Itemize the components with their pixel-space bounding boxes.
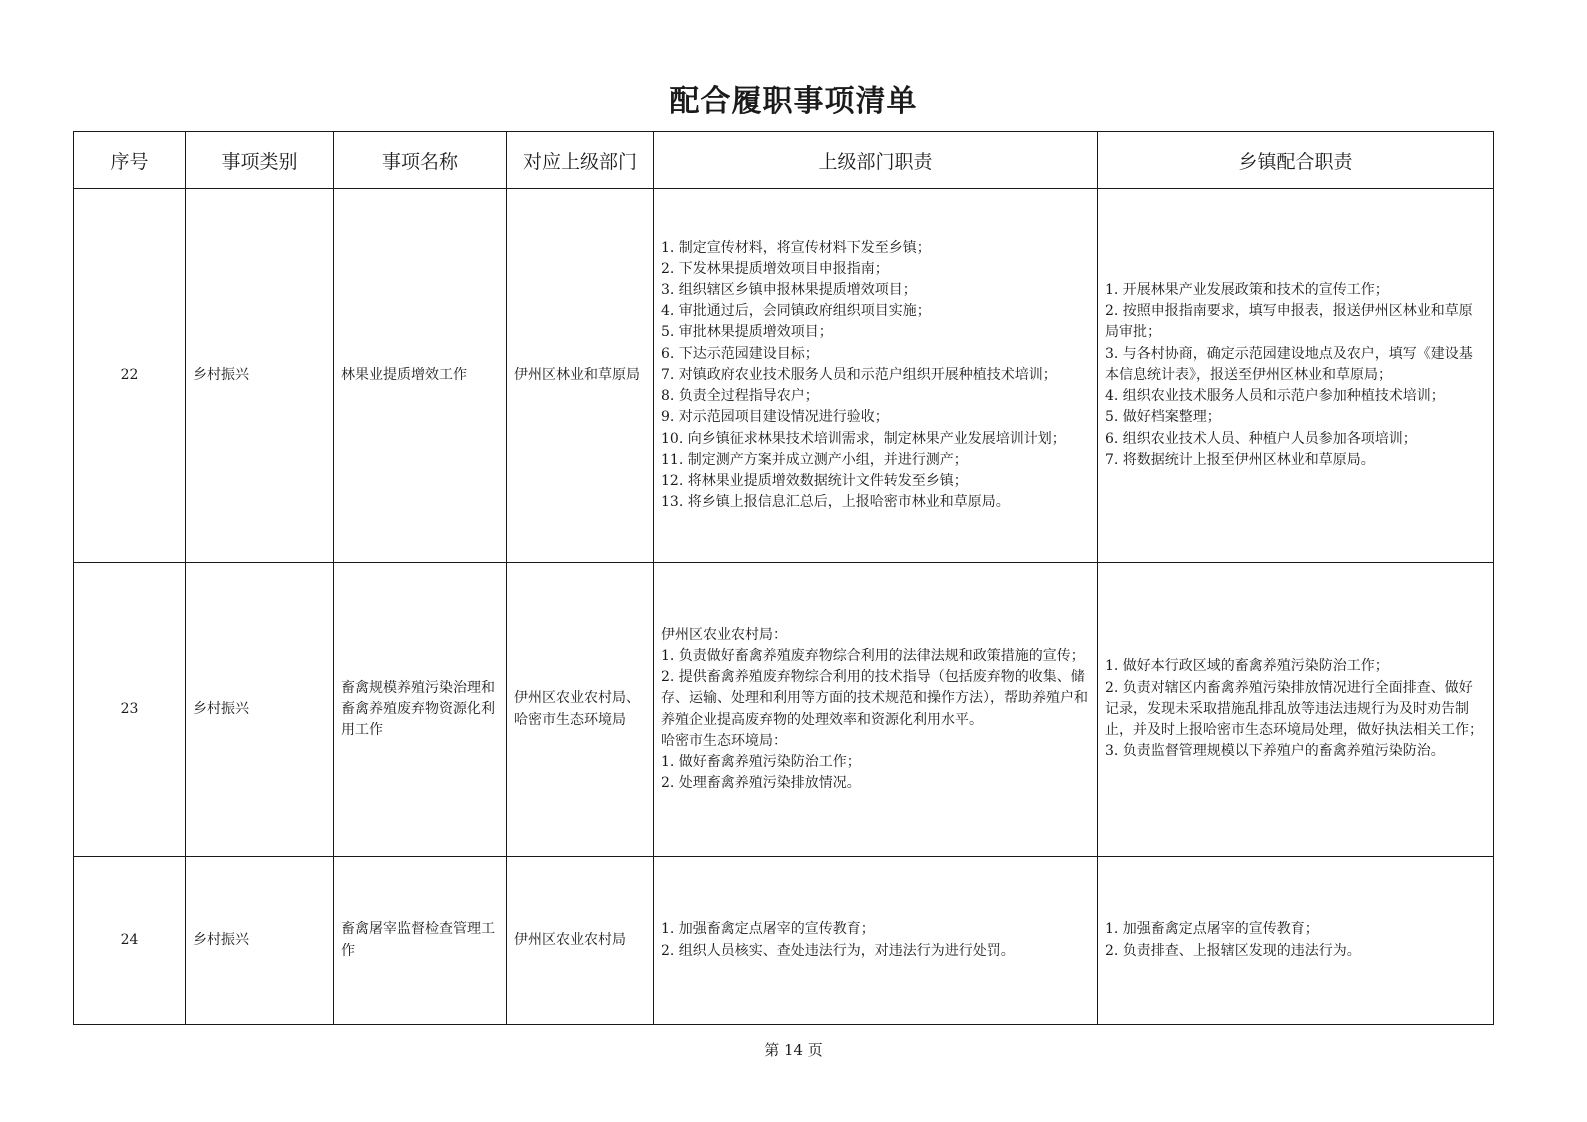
row-item-name: 畜禽屠宰监督检查管理工作 bbox=[334, 857, 507, 1025]
superior-duties-list bbox=[661, 238, 1090, 514]
table-row bbox=[74, 857, 1494, 1025]
row-serial-number: 22 bbox=[74, 189, 186, 563]
duty-line: 1. 制定宣传材料，将宣传材料下发至乡镇； bbox=[661, 239, 931, 256]
township-duties-list bbox=[1105, 656, 1486, 762]
duty-line: 1. 加强畜禽定点屠宰的宣传教育； bbox=[661, 921, 875, 938]
page-number: 第 14 页 bbox=[764, 1041, 823, 1059]
duty-line: 8. 负责全过程指导农户； bbox=[661, 388, 819, 405]
duty-line: 3. 负责监督管理规模以下养殖户的畜禽养殖污染防治。 bbox=[1105, 743, 1445, 760]
row-item-name: 畜禽规模养殖污染治理和畜禽养殖废弃物资源化利用工作 bbox=[334, 563, 507, 857]
duty-line: 1. 开展林果产业发展政策和技术的宣传工作； bbox=[1105, 282, 1389, 299]
row-township-duties bbox=[1098, 189, 1494, 563]
header-serial-number: 序号 bbox=[74, 132, 186, 189]
duty-line: 12. 将林果业提质增效数据统计文件转发至乡镇； bbox=[661, 472, 968, 489]
duty-line: 1. 加强畜禽定点屠宰的宣传教育； bbox=[1105, 921, 1319, 938]
duty-line: 2. 下发林果提质增效项目申报指南； bbox=[661, 260, 889, 277]
duty-line: 13. 将乡镇上报信息汇总后，上报哈密市林业和草原局。 bbox=[661, 494, 1010, 511]
duty-line: 2. 负责排查、上报辖区发现的违法行为。 bbox=[1105, 942, 1361, 959]
row-category: 乡村振兴 bbox=[186, 563, 334, 857]
table-row bbox=[74, 189, 1494, 563]
duty-line: 7. 将数据统计上报至伊州区林业和草原局。 bbox=[1105, 451, 1375, 468]
duty-line: 4. 组织农业技术服务人员和示范户参加种植技术培训； bbox=[1105, 388, 1445, 405]
row-item-name: 林果业提质增效工作 bbox=[334, 189, 507, 563]
row-department: 伊州区农业农村局、哈密市生态环境局 bbox=[507, 563, 654, 857]
duty-line: 6. 下达示范园建设目标； bbox=[661, 345, 819, 362]
row-category: 乡村振兴 bbox=[186, 857, 334, 1025]
duty-line: 伊州区农业农村局： bbox=[661, 626, 787, 643]
duty-line: 3. 组织辖区乡镇申报林果提质增效项目； bbox=[661, 282, 917, 299]
header-item-name: 事项名称 bbox=[334, 132, 507, 189]
duty-line: 1. 做好畜禽养殖污染防治工作； bbox=[661, 753, 861, 770]
superior-duties-list bbox=[661, 625, 1090, 795]
duty-line: 2. 按照申报指南要求，填写申报表，报送伊州区林业和草原局审批； bbox=[1105, 303, 1473, 341]
duty-line: 2. 负责对辖区内畜禽养殖污染排放情况进行全面排查、做好记录，发现未采取措施乱排乱放等违法违规行为及时劝告制止，并及时上报哈密市生态环境局处理，做好执法相关工作； bbox=[1105, 679, 1483, 739]
duty-line: 4. 审批通过后，会同镇政府组织项目实施； bbox=[661, 303, 931, 320]
duty-line: 6. 组织农业技术人员、种植户人员参加各项培训； bbox=[1105, 430, 1417, 447]
duty-line: 2. 处理畜禽养殖污染排放情况。 bbox=[661, 775, 861, 792]
duty-line: 2. 组织人员核实、查处违法行为，对违法行为进行处罚。 bbox=[661, 942, 1015, 959]
duty-line: 1. 负责做好畜禽养殖废弃物综合利用的法律法规和政策措施的宣传； bbox=[661, 647, 1085, 664]
row-department: 伊州区林业和草原局 bbox=[507, 189, 654, 563]
duty-line: 10. 向乡镇征求林果技术培训需求，制定林果产业发展培训计划； bbox=[661, 430, 1066, 447]
row-township-duties bbox=[1098, 857, 1494, 1025]
duty-line: 5. 审批林果提质增效项目； bbox=[661, 324, 833, 341]
header-superior-duties: 上级部门职责 bbox=[654, 132, 1098, 189]
document-title: 配合履职事项清单 bbox=[669, 84, 918, 119]
row-department: 伊州区农业农村局 bbox=[507, 857, 654, 1025]
township-duties-list bbox=[1105, 280, 1486, 471]
row-serial-number: 23 bbox=[74, 563, 186, 857]
duty-table bbox=[73, 131, 1494, 1025]
duty-line: 9. 对示范园项目建设情况进行验收； bbox=[661, 409, 889, 426]
row-superior-duties bbox=[654, 857, 1098, 1025]
duty-line: 1. 做好本行政区域的畜禽养殖污染防治工作； bbox=[1105, 658, 1389, 675]
duty-line: 7. 对镇政府农业技术服务人员和示范户组织开展种植技术培训； bbox=[661, 366, 1057, 383]
township-duties-list bbox=[1105, 919, 1486, 961]
duty-line: 哈密市生态环境局： bbox=[661, 732, 787, 749]
table-header-row bbox=[74, 132, 1494, 189]
row-category: 乡村振兴 bbox=[186, 189, 334, 563]
duty-line: 5. 做好档案整理； bbox=[1105, 409, 1221, 426]
table-row bbox=[74, 563, 1494, 857]
row-superior-duties bbox=[654, 563, 1098, 857]
header-item-category: 事项类别 bbox=[186, 132, 334, 189]
duty-line: 3. 与各村协商，确定示范园建设地点及农户，填写《建设基本信息统计表》，报送至伊州区林业和草原局； bbox=[1105, 345, 1473, 383]
row-township-duties bbox=[1098, 563, 1494, 857]
duty-line: 2. 提供畜禽养殖废弃物综合利用的技术指导（包括废弃物的收集、储存、运输、处理和利用等方面的技术规范和操作方法），帮助养殖户和养殖企业提高废弃物的处理效率和资源化利用水平。 bbox=[661, 669, 1088, 728]
superior-duties-list bbox=[661, 919, 1090, 961]
row-serial-number: 24 bbox=[74, 857, 186, 1025]
header-township-duties: 乡镇配合职责 bbox=[1098, 132, 1494, 189]
row-superior-duties bbox=[654, 189, 1098, 563]
duty-line: 11. 制定测产方案并成立测产小组，并进行测产； bbox=[661, 451, 968, 468]
header-superior-department: 对应上级部门 bbox=[507, 132, 654, 189]
